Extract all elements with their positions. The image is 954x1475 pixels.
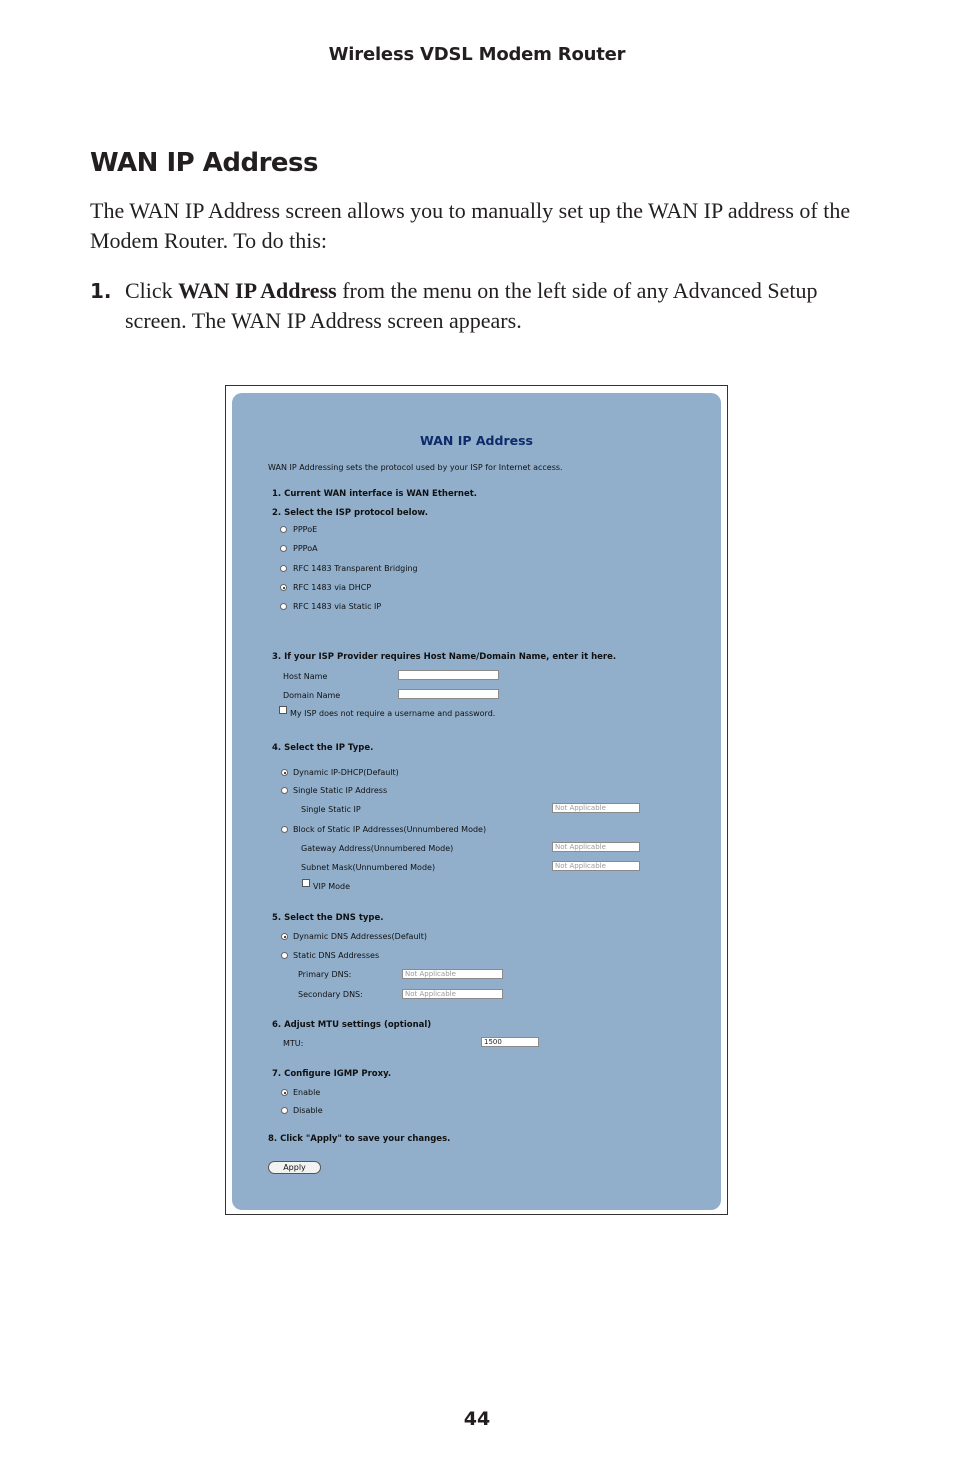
label-rfc1483-static: RFC 1483 via Static IP xyxy=(293,602,382,611)
primary-dns-label: Primary DNS: xyxy=(298,970,352,979)
vip-mode-label: VIP Mode xyxy=(313,882,350,891)
radio-pppoa[interactable] xyxy=(280,545,287,552)
radio-dynamic-dns[interactable] xyxy=(281,933,288,940)
mtu-input[interactable]: 1500 xyxy=(481,1037,539,1047)
domain-name-label: Domain Name xyxy=(283,691,341,700)
vip-mode-checkbox[interactable] xyxy=(302,879,310,887)
step7-label: 7. Configure IGMP Proxy. xyxy=(272,1069,392,1079)
intro-paragraph: The WAN IP Address screen allows you to manually set up the WAN IP address of the Modem Router. To do this: xyxy=(90,198,851,253)
step-emphasis: WAN IP Address xyxy=(178,278,337,303)
step5-label: 5. Select the DNS type. xyxy=(272,913,384,923)
radio-bridging[interactable] xyxy=(280,565,287,572)
no-auth-label: My ISP does not require a username and password. xyxy=(290,709,496,718)
step1-label: 1. Current WAN interface is WAN Ethernet. xyxy=(272,489,478,499)
label-igmp-enable: Enable xyxy=(293,1088,321,1097)
running-header: Wireless VDSL Modem Router xyxy=(328,44,626,65)
page-number: 44 xyxy=(463,1408,491,1430)
screenshot-figure xyxy=(225,385,728,1215)
label-dynamic-dns: Dynamic DNS Addresses(Default) xyxy=(293,932,428,941)
label-rfc1483-dhcp: RFC 1483 via DHCP xyxy=(293,583,372,592)
step-text: Click WAN IP Address from the menu on the left side of any Advanced Setup screen. The WAN IP Address screen appears. xyxy=(125,278,818,333)
step2-label: 2. Select the ISP protocol below. xyxy=(272,508,428,518)
radio-igmp-enable[interactable] xyxy=(281,1089,288,1096)
step-number: 1. xyxy=(90,279,112,303)
secondary-dns-input[interactable]: Not Applicable xyxy=(402,989,503,999)
primary-dns-input[interactable]: Not Applicable xyxy=(402,969,503,979)
label-igmp-disable: Disable xyxy=(293,1106,323,1115)
radio-pppoe[interactable] xyxy=(280,526,287,533)
radio-static-dns[interactable] xyxy=(281,952,288,959)
radio-igmp-disable[interactable] xyxy=(281,1107,288,1114)
radio-dynamic-ip[interactable] xyxy=(281,769,288,776)
label-bridging: RFC 1483 Transparent Bridging xyxy=(293,564,418,573)
label-static-dns: Static DNS Addresses xyxy=(293,951,380,960)
single-static-ip-input[interactable]: Not Applicable xyxy=(552,803,640,813)
screenshot-title: WAN IP Address xyxy=(420,433,533,448)
label-block-static-ip: Block of Static IP Addresses(Unnumbered Mode) xyxy=(293,825,487,834)
radio-rfc1483-static[interactable] xyxy=(280,603,287,610)
section-title: WAN IP Address xyxy=(90,148,318,178)
label-single-static-ip: Single Static IP Address xyxy=(293,786,388,795)
screenshot-description: WAN IP Addressing sets the protocol used by your ISP for Internet access. xyxy=(268,463,563,472)
gateway-input[interactable]: Not Applicable xyxy=(552,842,640,852)
radio-rfc1483-dhcp[interactable] xyxy=(280,584,287,591)
subnet-input[interactable]: Not Applicable xyxy=(552,861,640,871)
wan-ip-panel xyxy=(232,393,721,1210)
label-pppoa: PPPoA xyxy=(293,544,318,553)
gateway-label: Gateway Address(Unnumbered Mode) xyxy=(301,844,454,853)
radio-block-static-ip[interactable] xyxy=(281,826,288,833)
secondary-dns-label: Secondary DNS: xyxy=(298,990,363,999)
host-name-label: Host Name xyxy=(283,672,328,681)
label-pppoe: PPPoE xyxy=(293,525,318,534)
radio-single-static-ip[interactable] xyxy=(281,787,288,794)
no-auth-checkbox[interactable] xyxy=(279,706,287,714)
apply-button[interactable]: Apply xyxy=(268,1161,321,1174)
subnet-label: Subnet Mask(Unnumbered Mode) xyxy=(301,863,436,872)
step6-label: 6. Adjust MTU settings (optional) xyxy=(272,1020,432,1030)
step4-label: 4. Select the IP Type. xyxy=(272,743,374,753)
mtu-label: MTU: xyxy=(283,1039,304,1048)
step-1 xyxy=(90,276,870,336)
single-static-ip-label: Single Static IP xyxy=(301,805,361,814)
label-dynamic-ip: Dynamic IP-DHCP(Default) xyxy=(293,768,399,777)
step8-label: 8. Click "Apply" to save your changes. xyxy=(268,1134,451,1144)
domain-name-input[interactable] xyxy=(398,689,499,699)
host-name-input[interactable] xyxy=(398,670,499,680)
step3-label: 3. If your ISP Provider requires Host Name/Domain Name, enter it here. xyxy=(272,652,617,662)
